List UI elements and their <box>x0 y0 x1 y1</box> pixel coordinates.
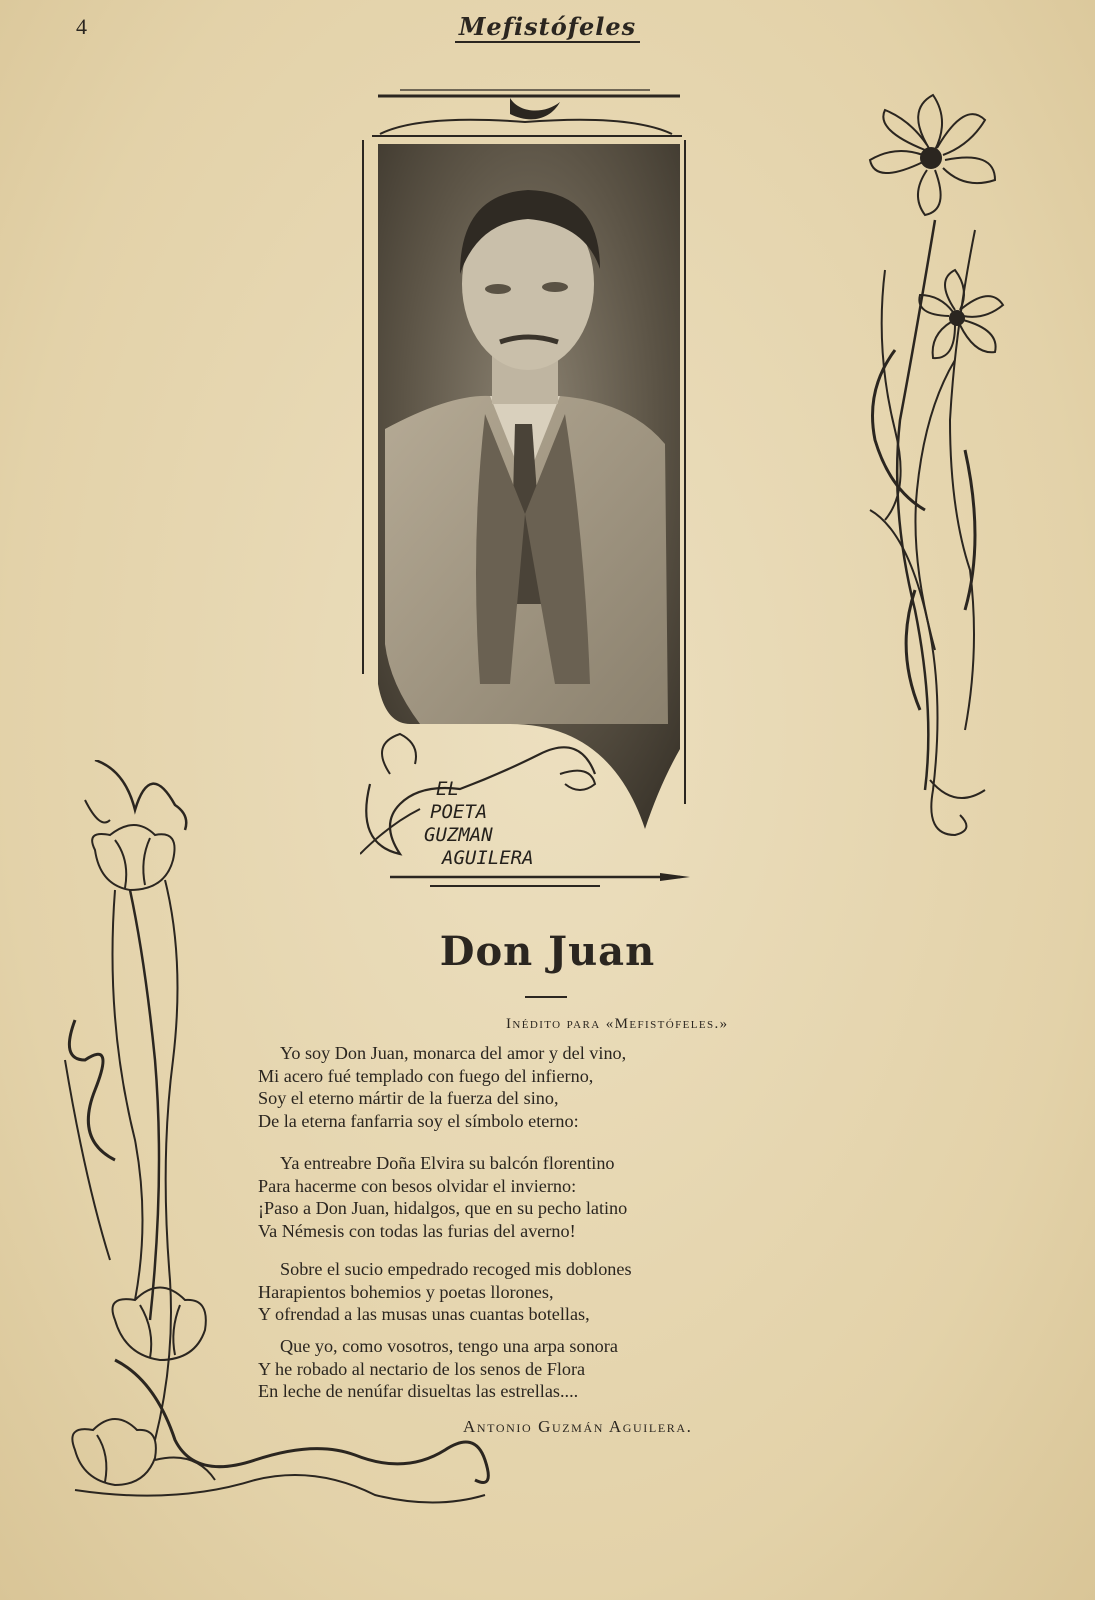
poem-line: Para hacerme con besos olvidar el invierno: <box>258 1175 577 1196</box>
caption-line: EL <box>436 778 459 800</box>
right-floral-ornament <box>855 90 1040 850</box>
poem-line: Yo soy Don Juan, monarca del amor y del vino, <box>280 1043 627 1063</box>
poem-author: Antonio Guzmán Aguilera. <box>463 1417 693 1436</box>
caption-line: AGUILERA <box>442 847 534 869</box>
poem-line: Y he robado al nectario de los senos de Flora <box>258 1358 586 1379</box>
masthead <box>0 12 1095 41</box>
poem-line: Sobre el sucio empedrado recoged mis doblones <box>280 1259 632 1279</box>
poem-line: Mi acero fué templado con fuego del infierno, <box>258 1065 594 1086</box>
stanza-2 <box>258 1152 627 1242</box>
poem-line: ¡Paso a Don Juan, hidalgos, que en su pecho latino <box>258 1198 628 1218</box>
poem-dedication: Inédito para «Mefistófeles.» <box>506 1016 729 1032</box>
stanza-3 <box>258 1258 632 1326</box>
page-number: 4 <box>76 14 87 39</box>
tulip-icon <box>113 1288 206 1361</box>
stanza-4 <box>258 1335 618 1403</box>
left-floral-ornament <box>55 760 515 1520</box>
poem-line: De la eterna fanfarria soy el símbolo eterno: <box>258 1110 579 1131</box>
tulip-icon <box>92 825 174 890</box>
caption-line: GUZMAN <box>424 824 493 846</box>
poem-line: Soy el eterno mártir de la fuerza del sino, <box>258 1088 559 1108</box>
poem-line: Que yo, como vosotros, tengo una arpa sonora <box>280 1336 618 1356</box>
title-divider <box>525 996 567 998</box>
flower-icon <box>870 95 995 215</box>
caption-line: POETA <box>430 801 488 823</box>
poem-line: Ya entreabre Doña Elvira su balcón florentino <box>280 1153 615 1173</box>
poem-line: Harapientos bohemios y poetas llorones, <box>258 1281 554 1302</box>
tulip-icon <box>72 1419 156 1485</box>
stanza-1 <box>258 1042 626 1132</box>
poem-line: Va Némesis con todas las furias del averno! <box>258 1220 576 1241</box>
poem-line: Y ofrendad a las musas unas cuantas botellas, <box>258 1304 590 1324</box>
poem-line: En leche de nenúfar disueltas las estrellas.... <box>258 1381 579 1401</box>
poem-title: Don Juan <box>439 928 656 975</box>
masthead-title: Mefistófeles <box>455 12 640 43</box>
